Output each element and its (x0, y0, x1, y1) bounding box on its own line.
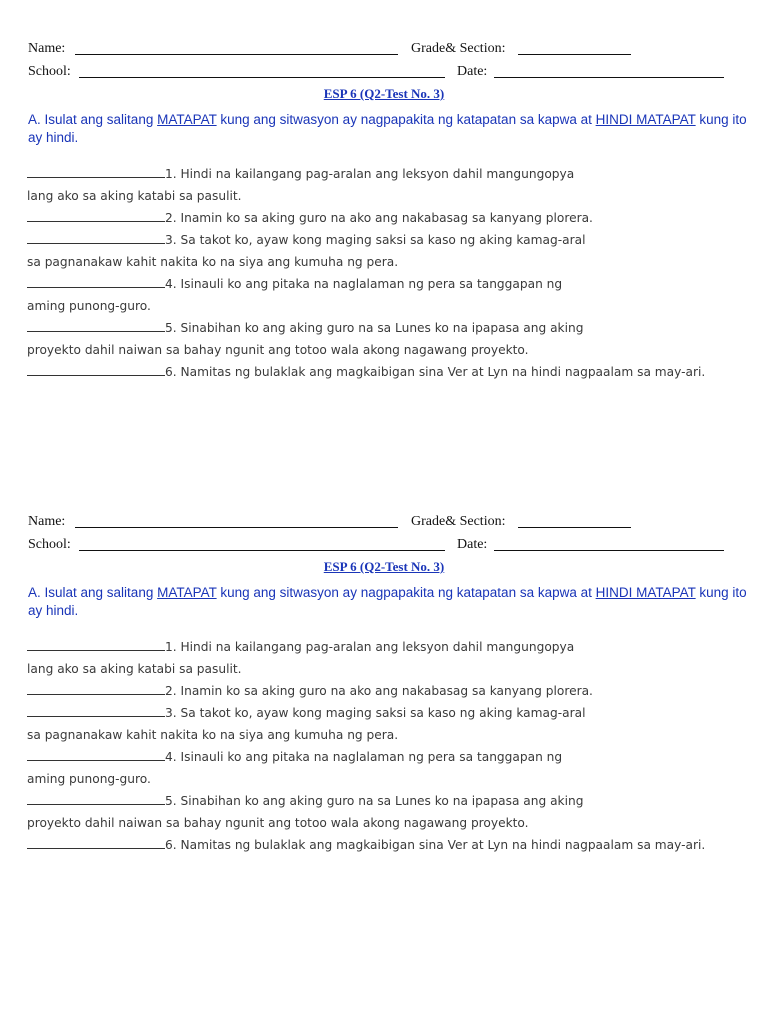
grade-section-field[interactable] (518, 54, 631, 55)
question-text: 1. Hindi na kailangang pag-aralan ang leksyon dahil mangungopya (165, 640, 575, 654)
keyword-hindi-matapat: HINDI MATAPAT (595, 585, 696, 600)
question-continuation: proyekto dahil naiwan sa bahay ngunit ang totoo wala akong nagawang proyekto. (27, 343, 529, 357)
question-text: 3. Sa takot ko, ayaw kong maging saksi sa kaso ng aking kamag-aral (165, 233, 586, 247)
question-continuation: lang ako sa aking katabi sa pasulit. (27, 189, 242, 203)
question-continuation: proyekto dahil naiwan sa bahay ngunit ang totoo wala akong nagawang proyekto. (27, 816, 529, 830)
question-text: 2. Inamin ko sa aking guro na ako ang nakabasag sa kanyang plorera. (165, 684, 593, 698)
question-continuation: sa pagnanakaw kahit nakita ko na siya ang kumuha ng pera. (27, 255, 399, 269)
question-item-6 (27, 362, 762, 384)
question-continuation: lang ako sa aking katabi sa pasulit. (27, 662, 242, 676)
question-item-4 (27, 747, 762, 769)
question-list (27, 637, 762, 857)
grade-section-field[interactable] (518, 527, 631, 528)
name-label: Name: (28, 41, 66, 56)
keyword-matapat: MATAPAT (157, 112, 217, 127)
keyword-hindi-matapat: HINDI MATAPAT (595, 112, 696, 127)
test-title: ESP 6 (Q2-Test No. 3) (323, 86, 445, 101)
answer-blank[interactable] (27, 793, 165, 805)
name-label: Name: (28, 514, 66, 529)
question-item-3 (27, 230, 762, 252)
question-continuation: aming punong-guro. (27, 299, 151, 313)
answer-blank[interactable] (27, 837, 165, 849)
question-text: 4. Isinauli ko ang pitaka na naglalaman ng pera sa tanggapan ng (165, 277, 563, 291)
answer-blank[interactable] (27, 232, 165, 244)
answer-blank[interactable] (27, 276, 165, 288)
grade-section-label: Grade& Section: (411, 41, 506, 56)
question-item-1 (27, 637, 762, 659)
question-item-5 (27, 791, 762, 813)
instructions-middle: kung ang sitwasyon ay nagpapakita ng katapatan sa kapwa at (216, 112, 596, 127)
question-item-1 (27, 164, 762, 186)
date-label: Date: (457, 64, 488, 79)
question-continuation: aming punong-guro. (27, 772, 151, 786)
question-text: 4. Isinauli ko ang pitaka na naglalaman ng pera sa tanggapan ng (165, 750, 563, 764)
question-item-2 (27, 681, 762, 703)
answer-blank[interactable] (27, 749, 165, 761)
answer-blank[interactable] (27, 210, 165, 222)
question-text: 5. Sinabihan ko ang aking guro na sa Lunes ko na ipapasa ang aking (165, 794, 584, 808)
question-text: 2. Inamin ko sa aking guro na ako ang nakabasag sa kanyang plorera. (165, 211, 593, 225)
instructions (28, 584, 753, 620)
question-text: 6. Namitas ng bulaklak ang magkaibigan sina Ver at Lyn na hindi nagpaalam sa may-ari. (165, 838, 706, 852)
name-field[interactable] (75, 527, 398, 528)
question-item-4 (27, 274, 762, 296)
test-title: ESP 6 (Q2-Test No. 3) (323, 559, 445, 574)
name-field[interactable] (75, 54, 398, 55)
answer-blank[interactable] (27, 705, 165, 717)
date-field[interactable] (494, 77, 724, 78)
grade-section-label: Grade& Section: (411, 514, 506, 529)
date-field[interactable] (494, 550, 724, 551)
question-text: 1. Hindi na kailangang pag-aralan ang leksyon dahil mangungopya (165, 167, 575, 181)
school-field[interactable] (79, 550, 445, 551)
instructions-suffix: kung ito ay hindi. (28, 112, 747, 145)
question-item-6 (27, 835, 762, 857)
school-label: School: (28, 537, 71, 552)
question-list (27, 164, 762, 384)
instructions-suffix: kung ito ay hindi. (28, 585, 747, 618)
question-text: 6. Namitas ng bulaklak ang magkaibigan sina Ver at Lyn na hindi nagpaalam sa may-ari. (165, 365, 706, 379)
question-text: 3. Sa takot ko, ayaw kong maging saksi sa kaso ng aking kamag-aral (165, 706, 586, 720)
instructions-prefix: A. Isulat ang salitang (28, 112, 158, 127)
answer-blank[interactable] (27, 364, 165, 376)
instructions-prefix: A. Isulat ang salitang (28, 585, 158, 600)
date-label: Date: (457, 537, 488, 552)
answer-blank[interactable] (27, 639, 165, 651)
answer-blank[interactable] (27, 683, 165, 695)
instructions (28, 111, 753, 147)
answer-blank[interactable] (27, 166, 165, 178)
question-item-2 (27, 208, 762, 230)
school-field[interactable] (79, 77, 445, 78)
question-item-3 (27, 703, 762, 725)
answer-blank[interactable] (27, 320, 165, 332)
instructions-middle: kung ang sitwasyon ay nagpapakita ng katapatan sa kapwa at (216, 585, 596, 600)
question-text: 5. Sinabihan ko ang aking guro na sa Lunes ko na ipapasa ang aking (165, 321, 584, 335)
keyword-matapat: MATAPAT (157, 585, 217, 600)
question-continuation: sa pagnanakaw kahit nakita ko na siya ang kumuha ng pera. (27, 728, 399, 742)
question-item-5 (27, 318, 762, 340)
school-label: School: (28, 64, 71, 79)
